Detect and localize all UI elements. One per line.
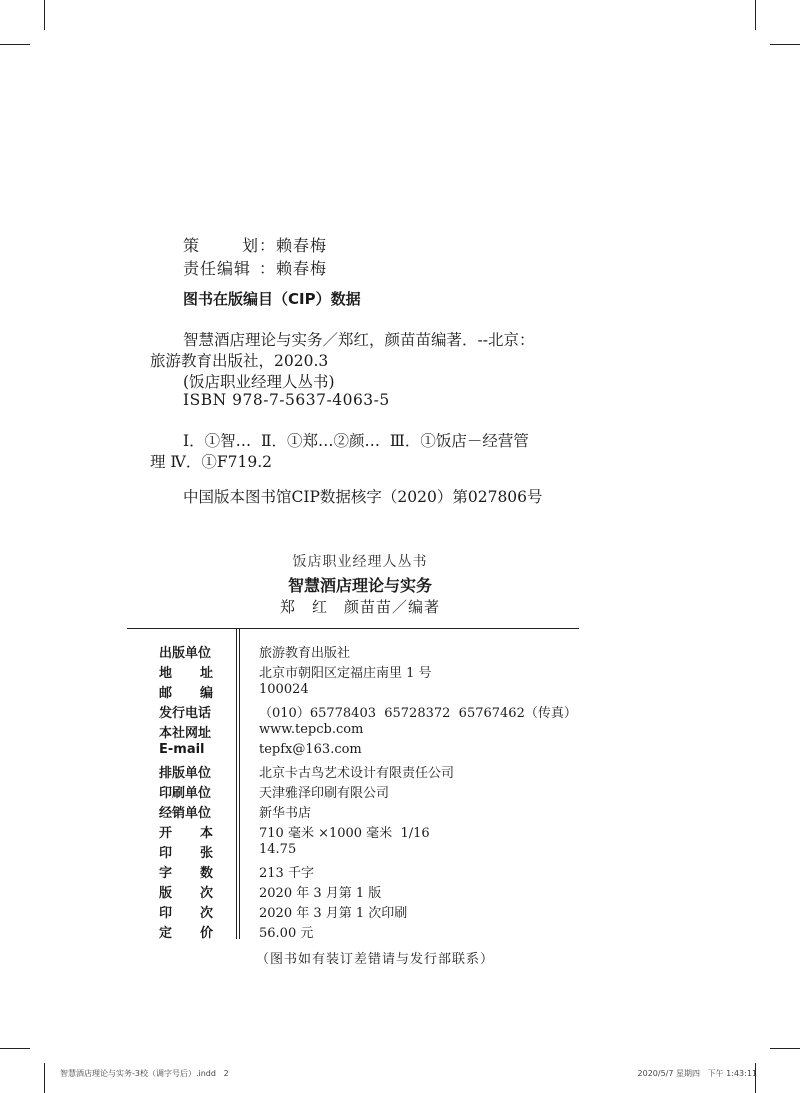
- table-rule: [127, 628, 579, 629]
- credit-editor: 责任编辑 ：赖春梅: [183, 256, 327, 279]
- crop-mark: [770, 44, 800, 45]
- table-row: [0, 662, 800, 682]
- info-label: 印 张: [159, 846, 213, 861]
- info-label: 印刷单位: [159, 786, 212, 801]
- cip-line: 智慧酒店理论与实务／郑红，颜苗苗编著．--北京：: [183, 331, 535, 349]
- credit-label: 策 划: [183, 236, 259, 255]
- info-label: 出版单位: [159, 646, 212, 661]
- info-value: www.tepcb.com: [259, 722, 364, 737]
- table-row: [0, 762, 800, 782]
- info-label: 版 次: [159, 886, 213, 901]
- info-value: 710 毫米 ×1000 毫米 1/16: [259, 826, 430, 841]
- info-label: 本社网址: [159, 726, 212, 741]
- credit-planner: 策 划 ：赖春梅: [183, 233, 327, 256]
- slug-file: 智慧酒店理论与实务-3校（调字号后）.indd 2: [60, 1069, 229, 1078]
- table-row: [0, 682, 800, 702]
- info-value: 新华书店: [259, 806, 312, 821]
- info-label: 经销单位: [159, 806, 212, 821]
- info-value: 北京市朝阳区定福庄南里 1 号: [259, 666, 432, 681]
- cip-line: (饭店职业经理人丛书): [183, 373, 335, 391]
- info-label: E-mail: [159, 742, 205, 757]
- info-value: 天津雅泽印刷有限公司: [259, 786, 390, 801]
- info-value: 100024: [259, 682, 309, 697]
- table-row: [0, 802, 800, 822]
- cip-record-note: 中国版本图书馆CIP数据核字（2020）第027806号: [183, 488, 543, 506]
- info-value: 旅游教育出版社: [259, 646, 351, 661]
- table-row: [0, 882, 800, 902]
- crop-mark: [0, 1048, 30, 1049]
- info-value: （010）65778403 65728372 65767462（传真）: [259, 706, 577, 721]
- table-row: [0, 782, 800, 802]
- credit-name: 赖春梅: [276, 236, 328, 255]
- crop-mark: [770, 1048, 800, 1049]
- slug-timestamp: 2020/5/7 星期四 下午 1:43:11: [637, 1069, 757, 1078]
- table-row: [0, 722, 800, 742]
- table-row: [0, 922, 800, 942]
- crop-mark: [44, 1063, 45, 1093]
- table-row: [0, 642, 800, 662]
- cip-classification: Ⅰ．①智… Ⅱ．①郑…②颜… Ⅲ．①饭店－经营管: [183, 432, 529, 450]
- crop-mark: [44, 0, 45, 30]
- info-label: 印 次: [159, 906, 213, 921]
- cip-isbn: ISBN 978-7-5637-4063-5: [183, 391, 390, 409]
- table-row: [0, 862, 800, 882]
- book-authors: 郑 红 颜苗苗／编著: [279, 598, 440, 616]
- info-value: 56.00 元: [259, 926, 314, 941]
- table-row: [0, 702, 800, 722]
- crop-mark: [0, 44, 30, 45]
- credit-label: 责任编辑: [183, 259, 252, 278]
- book-title: 智慧酒店理论与实务: [287, 576, 432, 595]
- info-label: 排版单位: [159, 766, 212, 781]
- info-label: 邮 编: [159, 686, 213, 701]
- crop-mark: [755, 0, 756, 30]
- info-value: tepfx@163.com: [259, 742, 362, 757]
- cip-heading: 图书在版编目（CIP）数据: [183, 290, 361, 308]
- table-row: [0, 742, 800, 762]
- credit-name: 赖春梅: [276, 259, 328, 278]
- info-label: 地 址: [159, 666, 213, 681]
- info-value: 213 千字: [259, 866, 314, 881]
- info-value: 14.75: [259, 842, 297, 857]
- info-value: 北京卡古鸟艺术设计有限责任公司: [259, 766, 455, 781]
- table-row: [0, 822, 800, 842]
- info-label: 开 本: [159, 826, 213, 841]
- info-value: 2020 年 3 月第 1 版: [259, 886, 382, 901]
- info-label: 定 价: [159, 926, 213, 941]
- footnote: （图书如有装订差错请与发行部联系）: [256, 952, 495, 967]
- info-label: 发行电话: [159, 706, 212, 721]
- series-title: 饭店职业经理人丛书: [292, 554, 428, 570]
- info-label: 字 数: [159, 866, 213, 881]
- cip-classification: 理 Ⅳ．①F719.2: [150, 453, 273, 471]
- info-value: 2020 年 3 月第 1 次印刷: [259, 906, 408, 921]
- table-row: [0, 842, 800, 862]
- cip-line: 旅游教育出版社，2020.3: [150, 352, 329, 370]
- table-row: [0, 902, 800, 922]
